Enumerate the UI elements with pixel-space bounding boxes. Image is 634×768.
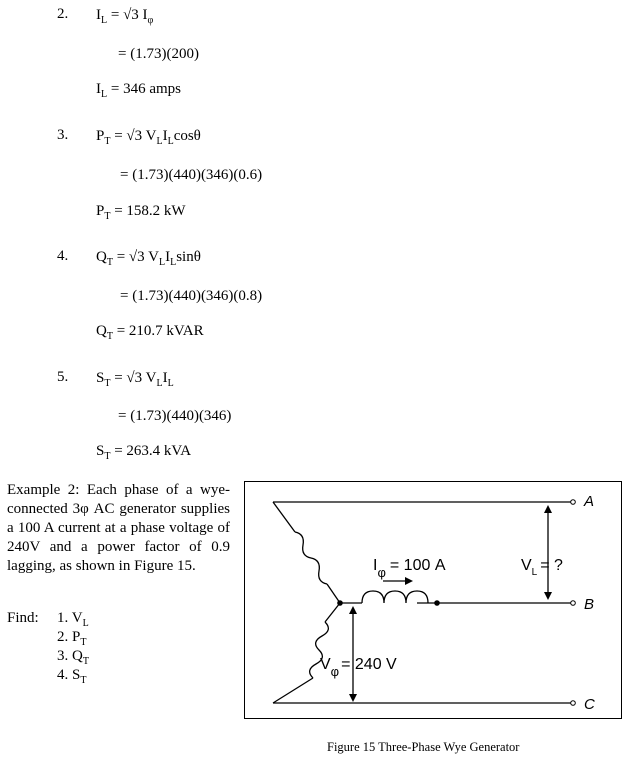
step-number: 4. — [57, 248, 69, 264]
equation-line: $S_T = 263.4$ kVA — [96, 443, 192, 462]
figure-frame — [244, 481, 622, 719]
find-item: 2. $P_T$ — [57, 629, 87, 648]
wye-generator-diagram — [245, 482, 623, 720]
coil-upper — [295, 532, 327, 584]
terminal-b — [571, 601, 576, 606]
equation-line: $Q_T = 210.7$ kVAR — [96, 323, 204, 342]
step-number: 2. — [57, 6, 69, 22]
b-node — [434, 600, 440, 606]
example-paragraph: Example 2: Each phase of a wye-connected 3φ AC generator supplies a 100 A current at a phase voltage of 240V and a power factor of 0.9 lagging, as shown in Figure 15. — [7, 482, 230, 574]
coil-b — [362, 591, 428, 603]
equation-line: = (1.73)(440)(346) — [118, 408, 232, 424]
phase-voltage-label: $V_\varphi = 240$ V — [320, 656, 397, 679]
equation-line: = (1.73)(440)(346)(0.8) — [120, 288, 263, 304]
find-item: 1. $V_L$ — [57, 610, 89, 629]
line-voltage-label: $V_L$ = ? — [521, 557, 563, 578]
step-number: 5. — [57, 369, 69, 385]
equation-line: $S_T = √3$ $V_LI_L$ — [96, 370, 174, 389]
terminal-a-label: A — [584, 493, 595, 510]
equation-line: $Q_T = √3$ $V_LI_L\sin\theta$ — [96, 249, 201, 268]
terminal-c — [571, 701, 576, 706]
figure-caption: Figure 15 Three-Phase Wye Generator — [327, 740, 520, 754]
equation-line: = (1.73)(440)(346)(0.6) — [120, 167, 263, 183]
terminal-a — [571, 500, 576, 505]
equation-line: $P_T = √3$ $V_LI_L\cos\theta$ — [96, 128, 201, 147]
equation-line: $P_T = 158.2$ kW — [96, 203, 186, 222]
equation-line: = (1.73)(200) — [118, 46, 199, 62]
terminal-c-label: C — [584, 696, 595, 713]
equation-line: $I_L = 346$ amps — [96, 81, 181, 100]
find-label: Find: — [7, 610, 39, 626]
neutral-node — [337, 600, 343, 606]
find-list — [7, 609, 89, 686]
terminal-b-label: B — [584, 596, 595, 613]
find-item: 3. $Q_T$ — [57, 648, 89, 667]
equation-line: $I_L = √3$ $I_\varphi$ — [96, 7, 154, 26]
current-label: $I_\varphi = 100$ A — [373, 557, 446, 580]
find-item: 4. $S_T$ — [57, 667, 87, 686]
step-number: 3. — [57, 127, 69, 143]
